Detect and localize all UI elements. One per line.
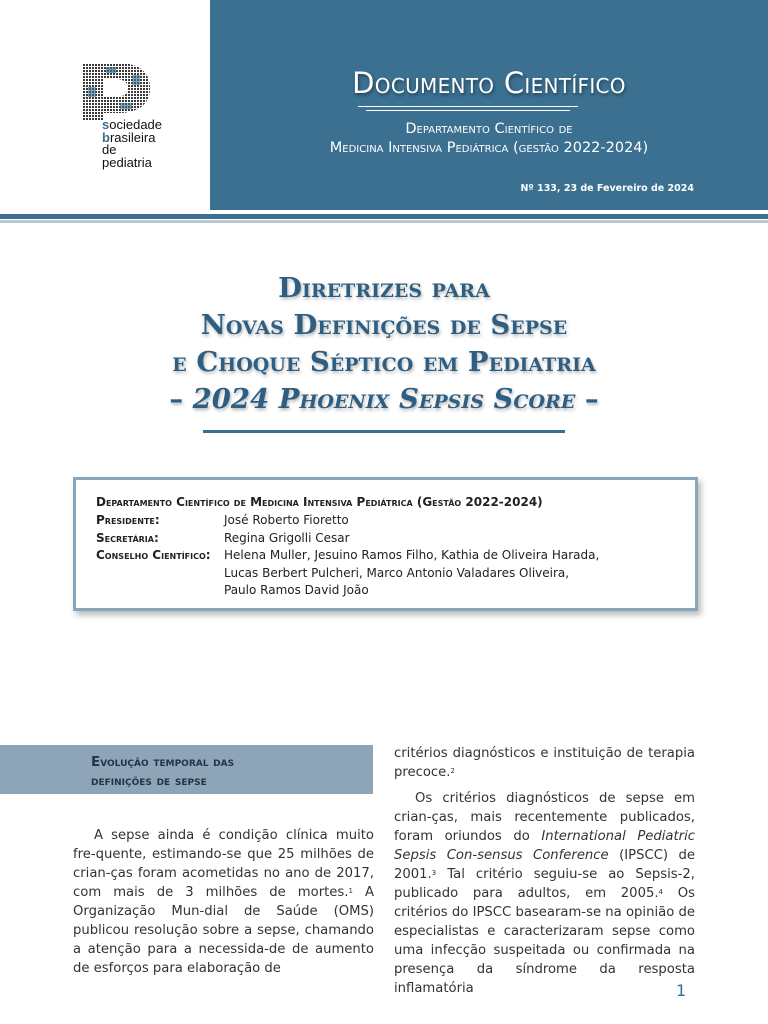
title-underline [203, 430, 565, 433]
page-number: 1 [676, 981, 687, 1000]
reference-marker: 1 [348, 887, 353, 895]
header-divider [0, 220, 768, 223]
header-rule [366, 110, 570, 111]
issue-info: Nº 133, 23 de Fevereiro de 2024 [520, 183, 694, 194]
reference-marker: 2 [450, 767, 455, 775]
header-divider [0, 214, 768, 219]
authors-box-heading: Departamento Científico de Medicina Intensiva Pediátrica (Gestão 2022-2024) [96, 495, 543, 509]
section-heading: Evolução temporal das definições de sepse [91, 754, 235, 789]
title-line: Novas Definições de Sepse [200, 309, 568, 341]
section-heading-band [0, 745, 373, 794]
title-line: – 2024 Phoenix Sepsis Score – [169, 383, 599, 415]
header-dept-line2: Medicina Intensiva Pediátrica (gestão 2022-2024) [329, 140, 649, 156]
title-line: Diretrizes para [278, 272, 490, 304]
document-title [0, 270, 768, 418]
header-panel [210, 0, 768, 210]
left-column [73, 826, 374, 978]
paragraph: critérios diagnósticos e instituição de terapia precoce.$^2$ [394, 746, 695, 780]
reference-marker: 4 [658, 888, 664, 896]
header-title: Documento Científico [352, 66, 626, 100]
header-rule [358, 106, 578, 107]
sbp-logo-mark [80, 61, 152, 121]
title-line: e Choque Séptico em Pediatria [172, 346, 596, 378]
paragraph: Os critérios diagnósticos de sepse em crian-ças, mais recentemente publicados, foram oriundos do International Pediatric Sepsis Con-sensus Conference (IPSCC) de 2001.$^3$ Tal critério seguiu-se ao Sepsis-2, publicado para adultos, em 2005.$^4$ Os critérios do IPSCC basearam-se na opinião de especialistas e caracterizaram sepse como uma infecção suspeitada ou confirmada na presença da síndrome da resposta inflamatória [394, 791, 696, 996]
right-column [394, 744, 695, 998]
logo-wordmark: sociedade brasileira de pediatria [102, 117, 163, 170]
header-dept-line1: Departamento Científico de [405, 121, 573, 137]
reference-marker: 3 [431, 869, 437, 877]
paragraph: A sepse ainda é condição clínica muito fre-quente, estimando-se que 25 milhões de crian-ças foram acometidas no ano de 2017, com mais de 3 milhões de mortes.$^1$ A Organização Mun-dial de Saúde (OMS) publicou resolução sobre a sepse, chamando a atenção para a necessida-de de aumento de esforços para elaboração de [73, 828, 374, 976]
authors-box: Departamento Científico de Medicina Intensiva Pediátrica (Gestão 2022-2024) Presidente: José Roberto Fioretto Secretária: Regina Grigolli Cesar Conselho Científico: Helena Muller, Jesuino Ramos Filho, Kathia de Oliveira Harada, Lucas Berbert Pulcheri, Marco Antonio Valadares Oliveira, Paulo Ramos David João [73, 477, 698, 611]
header-department [210, 120, 768, 158]
